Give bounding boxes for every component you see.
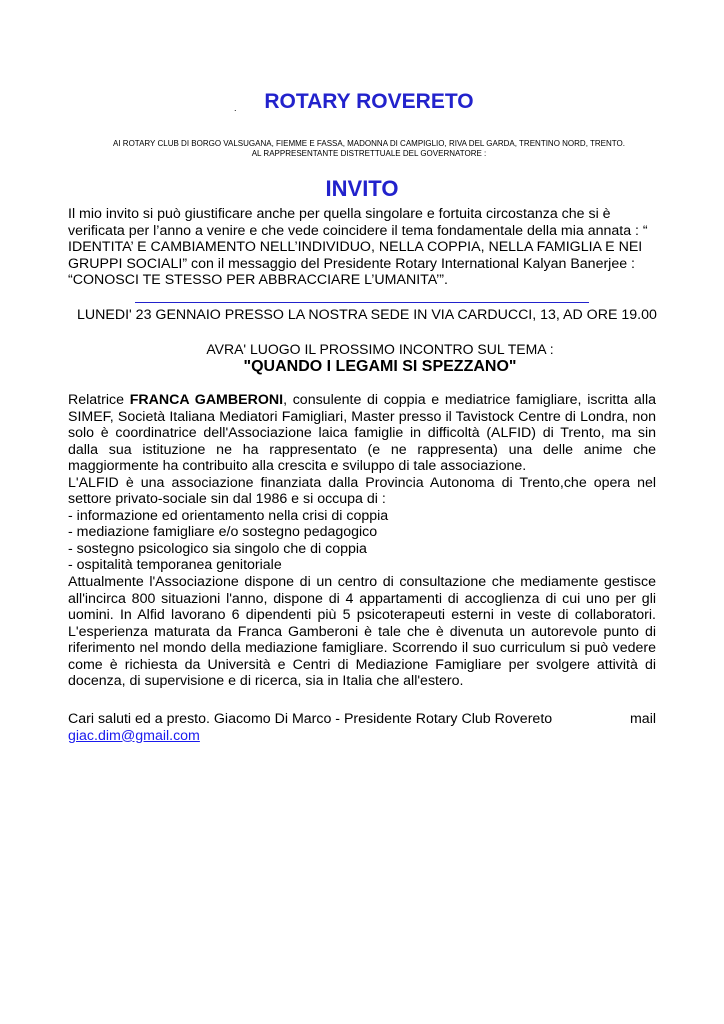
relatrice-name: FRANCA GAMBERONI (129, 392, 284, 408)
mail-label: mail (629, 711, 656, 727)
relatrice-description: , consulente di coppia e mediatrice famigliare, iscritta alla SIMEF, Società Italiana Mediatori Famigliari, Master presso il Tavistock Centre di Londra, non solo è coordinatrice dell'Associazione laica famiglie in difficoltà (ALFID) di Trento, ma sin dalla sua istituzione ne ha rappresentato (e ne rappresenta) una delle anime che maggiormente ha contribuito alla crescita e sviluppo di tale associazione. (68, 392, 656, 475)
association-paragraph: Attualmente l'Associazione dispone di un centro di consultazione che mediamente gestisce all'incirca 800 situazioni l'anno, dispone di 4 appartamenti di accoglienza di cui uno per gli uomini. In Alfid lavorano 6 dipendenti più 5 psicoterapeuti esterni in veste di collaboratori. L'esperienza maturata da Franca Gamberoni è tale che è divenuta un autorevole punto di riferimento nel mondo della mediazione famigliare. Scorrendo il suo curriculum si può vedere come è richiesta da Università e Centri di Mediazione Famigliare per svolgere attività di docenza, di supervisione e di ricerca, sia in Italia che all'estero. (68, 574, 656, 690)
divider-line (135, 302, 589, 303)
list-item: - mediazione famigliare e/o sostegno pedagogico (68, 524, 378, 541)
services-list (68, 508, 656, 574)
stray-dot: . (234, 103, 237, 113)
event-date-line: LUNEDI' 23 GENNAIO PRESSO LA NOSTRA SEDE IN VIA CARDUCCI, 13, AD ORE 19.00 (77, 307, 657, 323)
list-item: - sostegno psicologico sia singolo che di coppia (68, 540, 367, 557)
relatrice-paragraph (68, 392, 656, 475)
recipients-block (0, 139, 724, 159)
event-announcement: AVRA' LUOGO IL PROSSIMO INCONTRO SUL TEMA : (206, 341, 554, 357)
recipients-line-1: AI ROTARY CLUB DI BORGO VALSUGANA, FIEMME E FASSA, MADONNA DI CAMPIGLIO, RIVA DEL GARDA, TRENTINO NORD, TRENTO. (113, 139, 625, 148)
recipients-line-2: AL RAPPRESENTANTE DISTRETTUALE DEL GOVERNATORE : (251, 149, 487, 158)
email-link[interactable]: giac.dim@gmail.com (68, 727, 200, 744)
invito-heading: INVITO (325, 176, 399, 201)
event-theme: "QUANDO I LEGAMI SI SPEZZANO" (243, 358, 517, 375)
greeting-line (68, 711, 656, 728)
body-section (68, 392, 656, 690)
relatrice-prefix: Relatrice (68, 392, 130, 408)
list-item: - ospitalità temporanea genitoriale (68, 557, 282, 574)
greeting-text: Cari saluti ed a presto. Giacomo Di Marco - Presidente Rotary Club Rovereto (68, 711, 553, 727)
intro-paragraph: Il mio invito si può giustificare anche per quella singolare e fortuita circostanza che si è verificata per l’anno a venire e che vede coincidere il tema fondamentale della mia annata : “ IDENTITA’ E CAMBIAMENTO NELL’INDIVIDUO, NELLA COPPIA, NELLA FAMIGLIA E NEI GRUPPI SOCIALI” con il messaggio del Presidente Rotary International Kalyan Banerjee : “CONOSCI TE STESSO PER ABBRACCIARE L’UMANITA’”. (68, 206, 648, 289)
club-title: ROTARY ROVERETO (264, 90, 474, 113)
alfid-paragraph: L'ALFID è una associazione finanziata dalla Provincia Autonoma di Trento,che opera nel settore privato-sociale sin dal 1986 e si occupa di : (68, 474, 656, 508)
signature-block (68, 711, 656, 744)
list-item: - informazione ed orientamento nella crisi di coppia (68, 507, 389, 524)
